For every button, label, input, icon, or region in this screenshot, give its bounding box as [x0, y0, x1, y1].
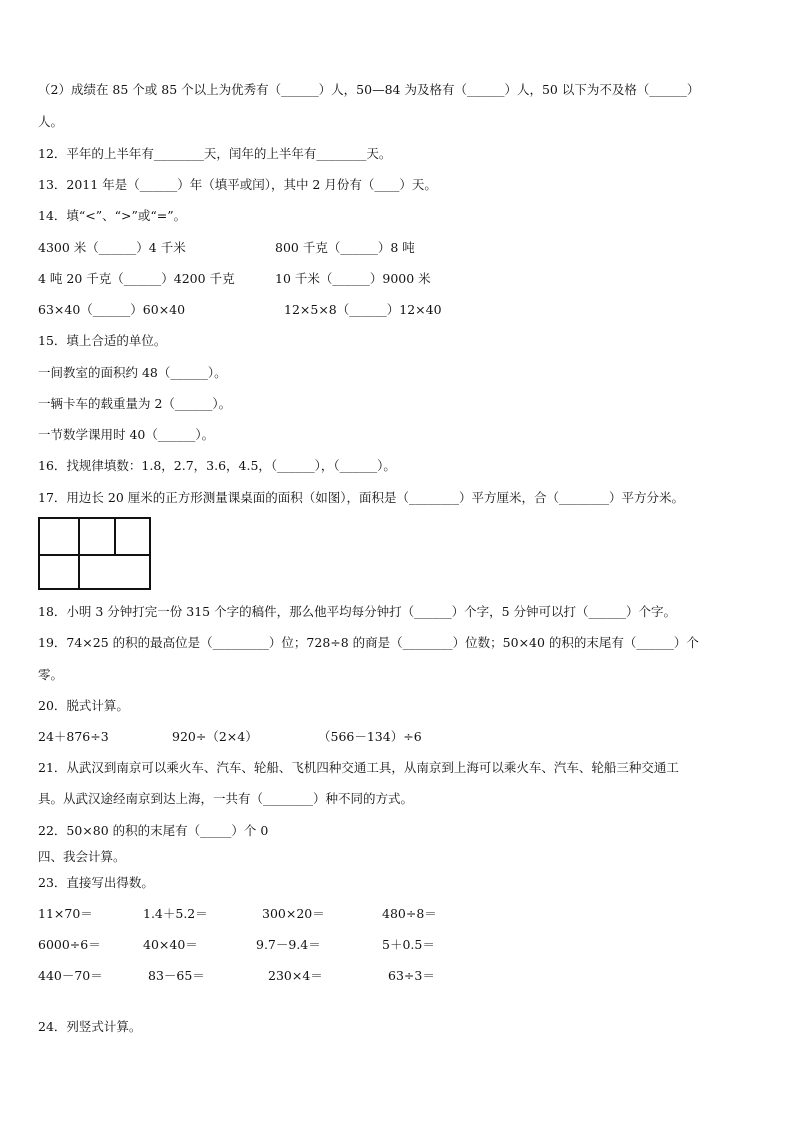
q23-item: 63÷3＝ — [388, 968, 435, 983]
question-20: 20．脱式计算。 — [38, 698, 129, 713]
question-21-cont: 具。从武汉途经南京到达上海，一共有（________）种不同的方式。 — [38, 791, 414, 806]
question-16: 16．找规律填数：1.8，2.7，3.6，4.5，（______），（______）。 — [38, 458, 396, 473]
q23-item: 300×20＝ — [262, 906, 325, 921]
q11-part2-line: （2）成绩在 85 个或 85 个以上为优秀有（______）人，50—84 为及格有（______）人，50 以下为不及格（______） — [38, 82, 700, 97]
question-17: 17．用边长 20 厘米的正方形测量课桌面的面积（如图），面积是（________）平方厘米，合（________）平方分米。 — [38, 490, 685, 505]
question-19-cont: 零。 — [38, 667, 64, 682]
q14-item: 63×40（______）60×40 — [38, 302, 186, 317]
q23-item: 6000÷6＝ — [38, 937, 101, 952]
section-4-heading: 四、我会计算。 — [38, 849, 126, 864]
grid-line — [40, 554, 149, 556]
q23-item: 480÷8＝ — [382, 906, 437, 921]
question-21: 21．从武汉到南京可以乘火车、汽车、轮船、飞机四种交通工具，从南京到上海可以乘火车、汽车、轮船三种交通工 — [38, 760, 679, 775]
q23-item: 40×40＝ — [143, 937, 198, 952]
q15-item: 一节数学课用时 40（______）。 — [38, 427, 215, 442]
q14-item: 10 千米（______）9000 米 — [275, 271, 431, 286]
q23-item: 230×4＝ — [268, 968, 323, 983]
q20-expression: （566－134）÷6 — [318, 729, 422, 744]
q23-item: 1.4＋5.2＝ — [143, 906, 208, 921]
q23-item: 440－70＝ — [38, 968, 103, 983]
q23-item: 83－65＝ — [148, 968, 205, 983]
question-14: 14．填“<”、“>”或“=”。 — [38, 208, 187, 223]
question-24: 24．列竖式计算。 — [38, 1019, 142, 1034]
q15-item: 一间教室的面积约 48（______）。 — [38, 365, 227, 380]
q14-item: 4300 米（______）4 千米 — [38, 240, 186, 255]
desk-square-tiling-figure — [38, 517, 151, 590]
q15-item: 一辆卡车的载重量为 2（______）。 — [38, 396, 232, 411]
q23-item: 11×70＝ — [38, 906, 93, 921]
grid-line — [78, 554, 80, 588]
q14-item: 4 吨 20 千克（______）4200 千克 — [38, 271, 235, 286]
q20-expression: 24＋876÷3 — [38, 729, 109, 744]
q14-item: 12×5×8（______）12×40 — [284, 302, 442, 317]
grid-line — [78, 519, 80, 556]
question-22: 22．50×80 的积的末尾有（_____）个 0 — [38, 823, 269, 838]
q23-item: 9.7－9.4＝ — [256, 937, 321, 952]
question-12: 12．平年的上半年有________天，闰年的上半年有________天。 — [38, 146, 392, 161]
q14-item: 800 千克（______）8 吨 — [275, 240, 415, 255]
question-15: 15．填上合适的单位。 — [38, 333, 167, 348]
question-23: 23．直接写出得数。 — [38, 875, 154, 890]
question-18: 18．小明 3 分钟打完一份 315 个字的稿件，那么他平均每分钟打（______）个字，5 分钟可以打（______）个字。 — [38, 604, 677, 619]
question-13: 13．2011 年是（______）年（填平或闰），其中 2 月份有（____）天。 — [38, 177, 437, 192]
q20-expression: 920÷（2×4） — [172, 729, 258, 744]
q11-part2-line-cont: 人。 — [38, 114, 64, 129]
grid-line — [114, 519, 116, 556]
question-19: 19．74×25 的积的最高位是（_________）位；728÷8 的商是（________）位数；50×40 的积的末尾有（______）个 — [38, 635, 699, 650]
q23-item: 5＋0.5＝ — [382, 937, 435, 952]
